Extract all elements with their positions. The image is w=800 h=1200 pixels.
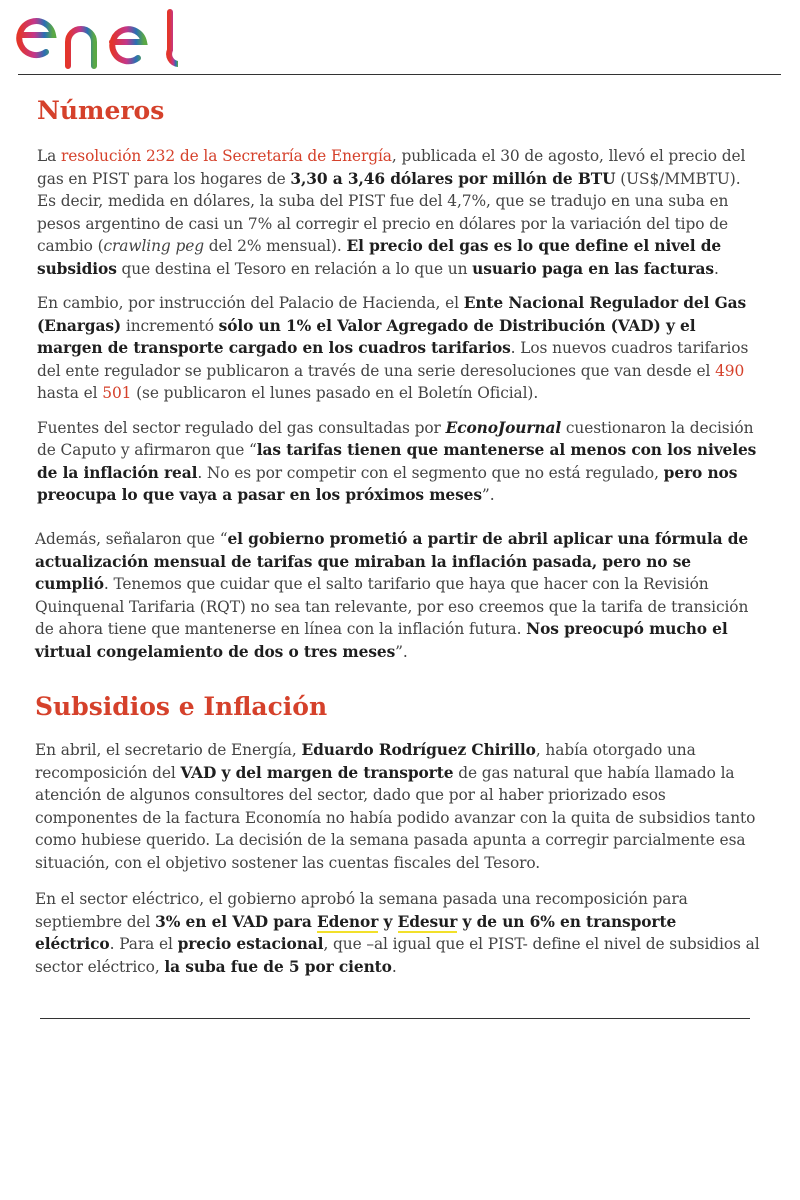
paragraph-2: En cambio, por instrucción del Palacio de Hacienda, el Ente Nacional Regulador del Gas (Enargas) incrementó sólo un 1% el Valor Agregado de Distribución (VAD) y el margen de transporte cargado en los cuadros tarifarios. Los nuevos cuadros tarifarios del ente regulador se publicaron a través de una serie deresoluciones que van desde el 490 hasta el 501 (se publicaron el lunes pasado en el Boletín Oficial). bbox=[37, 294, 749, 402]
header-divider bbox=[18, 74, 781, 75]
section-subsidios bbox=[35, 692, 760, 978]
paragraph-3: Fuentes del sector regulado del gas consultadas por EconoJournal cuestionaron la decisión de Caputo y afirmaron que “las tarifas tienen que mantenerse al menos con los niveles de la inflación real. No es por competir con el segmento que no está regulado, pero nos preocupa lo que vaya a pasar en los próximos meses”. bbox=[37, 418, 757, 504]
resolution-232-link[interactable]: resolución 232 de la Secretaría de Energía bbox=[61, 147, 392, 165]
section-title-subsidios: Subsidios e Inflación bbox=[35, 692, 328, 721]
footer-divider bbox=[40, 1018, 750, 1019]
paragraph-4-block bbox=[35, 528, 760, 663]
resolution-490-link[interactable]: 490 bbox=[715, 361, 745, 380]
resolution-501-link[interactable]: 501 bbox=[102, 384, 132, 402]
paragraph-6: En el sector eléctrico, el gobierno aprobó la semana pasada una recomposición para septiembre del 3% en el VAD para Edenor y Edesur y de un 6% en transporte eléctrico. Para el precio estacional, que –al igual que el PIST- define el nivel de subsidios al sector eléctrico, la suba fue de 5 por ciento. bbox=[35, 890, 760, 976]
section-title-numeros: Números bbox=[37, 96, 165, 125]
paragraph-5: En abril, el secretario de Energía, Eduardo Rodríguez Chirillo, había otorgado una recomposición del VAD y del margen de transporte de gas natural que había llamado la atención de algunos consultores del sector, dado que por al haber priorizado esos componentes de la factura Economía no había podido avanzar con la quita de subsidios tanto como hubiese querido. La decisión de la semana pasada apunta a corregir parcialmente esa situación, con el objetivo sostener las cuentas fiscales del Tesoro. bbox=[35, 741, 756, 872]
paragraph-4: Además, señalaron que “el gobierno prometió a partir de abril aplicar una fórmula de actualización mensual de tarifas que miraban la inflación pasada, pero no se cumplió. Tenemos que cuidar que el salto tarifario que haya que hacer con la Revisión Quinquenal Tarifaria (RQT) no sea tan relevante, por eso creemos que la tarifa de transición de ahora tiene que mantenerse en línea con la inflación futura. Nos preocupó mucho el virtual congelamiento de dos o tres meses”. bbox=[35, 530, 749, 661]
enel-logo bbox=[16, 8, 178, 70]
paragraph-1: La resolución 232 de la Secretaría de Energía, publicada el 30 de agosto, llevó el precio del gas en PIST para los hogares de 3,30 a 3,46 dólares por millón de BTU (US$/MMBTU). Es decir, medida en dólares, la suba del PIST fue del 4,7%, que se tradujo en una suba en pesos argentino de casi un 7% al corregir el precio en dólares por la variación del tipo de cambio (crawling peg del 2% mensual). El precio del gas es lo que define el nivel de subsidios que destina el Tesoro en relación a lo que un usuario paga en las facturas. bbox=[37, 147, 746, 278]
edesur-highlight: Edesur bbox=[397, 912, 458, 931]
edenor-highlight: Edenor bbox=[316, 912, 379, 931]
section-numeros bbox=[37, 96, 762, 507]
enel-logo-mark bbox=[16, 8, 178, 70]
